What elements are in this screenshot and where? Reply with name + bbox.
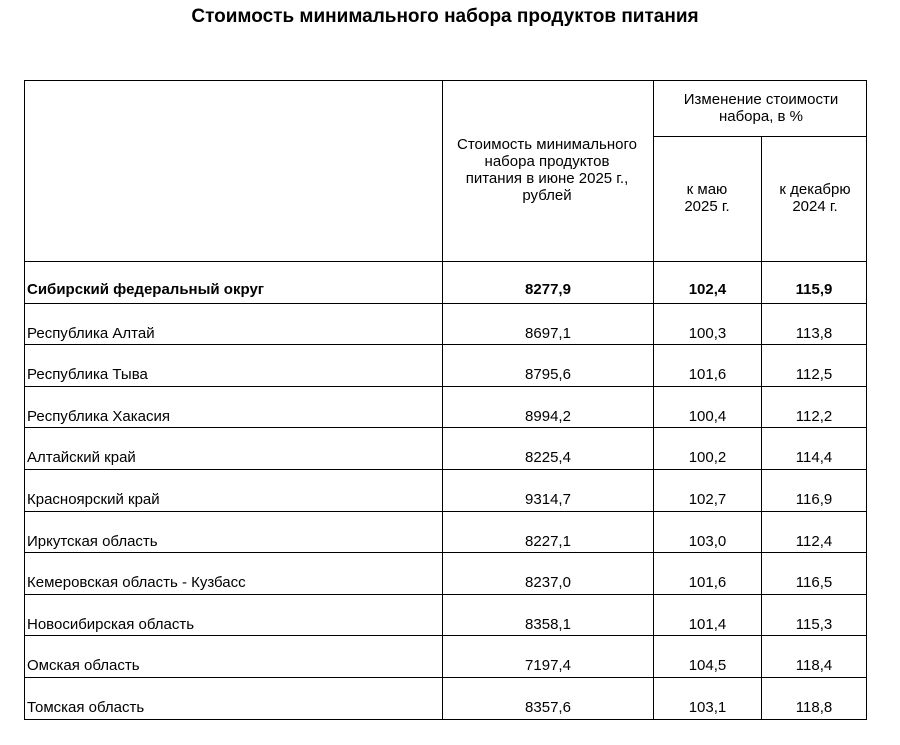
row-divider bbox=[25, 594, 866, 595]
change-to-may: 103,0 bbox=[688, 533, 727, 550]
change-to-may: 102,4 bbox=[688, 281, 727, 298]
row-divider bbox=[25, 635, 866, 636]
row-divider bbox=[25, 677, 866, 678]
change-to-dec: 112,4 bbox=[795, 533, 833, 550]
change-to-may: 102,7 bbox=[688, 491, 727, 508]
region-name: Кемеровская область - Кузбасс bbox=[27, 574, 246, 591]
change-to-may: 101,6 bbox=[688, 366, 727, 383]
change-to-dec: 112,5 bbox=[795, 366, 833, 383]
cost-value: 8795,6 bbox=[525, 366, 571, 383]
change-to-may: 100,2 bbox=[688, 449, 727, 466]
region-name: Омская область bbox=[27, 657, 140, 674]
change-to-may: 101,4 bbox=[688, 616, 727, 633]
cost-value: 7197,4 bbox=[525, 657, 571, 674]
header-to-dec: к декабрю 2024 г. bbox=[779, 181, 851, 215]
region-name: Иркутская область bbox=[27, 533, 158, 550]
change-to-may: 100,4 bbox=[688, 408, 727, 425]
row-divider bbox=[25, 552, 866, 553]
cost-value: 8358,1 bbox=[525, 616, 571, 633]
row-divider bbox=[25, 386, 866, 387]
region-name: Республика Хакасия bbox=[27, 408, 171, 425]
row-divider bbox=[25, 344, 866, 345]
page-title: Стоимость минимального набора продуктов питания bbox=[191, 6, 699, 27]
cost-value: 9314,7 bbox=[525, 491, 571, 508]
row-divider bbox=[25, 469, 866, 470]
change-to-may: 103,1 bbox=[688, 699, 727, 716]
cost-table bbox=[24, 80, 867, 720]
cost-value: 8227,1 bbox=[525, 533, 571, 550]
change-to-dec: 112,2 bbox=[795, 408, 833, 425]
change-to-dec: 114,4 bbox=[795, 449, 833, 466]
cost-value: 8994,2 bbox=[525, 408, 571, 425]
change-to-dec: 116,9 bbox=[795, 491, 833, 508]
cost-value: 8225,4 bbox=[525, 449, 571, 466]
change-to-dec: 118,8 bbox=[795, 699, 833, 716]
header-to-may: к маю 2025 г. bbox=[684, 181, 730, 215]
row-divider bbox=[25, 303, 866, 304]
region-name: Республика Алтай bbox=[27, 325, 155, 342]
row-divider bbox=[25, 261, 866, 262]
change-to-may: 100,3 bbox=[688, 325, 727, 342]
region-name: Алтайский край bbox=[27, 449, 136, 466]
row-divider bbox=[25, 427, 866, 428]
row-divider bbox=[25, 511, 866, 512]
region-name: Сибирский федеральный округ bbox=[27, 281, 265, 298]
change-to-dec: 113,8 bbox=[795, 325, 833, 342]
region-name: Республика Тыва bbox=[27, 366, 148, 383]
change-to-may: 101,6 bbox=[688, 574, 727, 591]
cost-value: 8357,6 bbox=[525, 699, 571, 716]
change-to-dec: 115,9 bbox=[795, 281, 833, 298]
change-to-dec: 118,4 bbox=[795, 657, 833, 674]
change-to-dec: 116,5 bbox=[795, 574, 833, 591]
cost-value: 8697,1 bbox=[525, 325, 571, 342]
header-cost: Стоимость минимального набора продуктов питания в июне 2025 г., рублей bbox=[457, 136, 637, 204]
region-name: Красноярский край bbox=[27, 491, 160, 508]
cost-value: 8277,9 bbox=[525, 281, 571, 298]
header-change: Изменение стоимости набора, в % bbox=[683, 91, 839, 125]
cost-value: 8237,0 bbox=[525, 574, 571, 591]
region-name: Томская область bbox=[27, 699, 145, 716]
header-subline bbox=[653, 136, 866, 137]
change-to-may: 104,5 bbox=[688, 657, 727, 674]
change-to-dec: 115,3 bbox=[795, 616, 833, 633]
region-name: Новосибирская область bbox=[27, 616, 195, 633]
